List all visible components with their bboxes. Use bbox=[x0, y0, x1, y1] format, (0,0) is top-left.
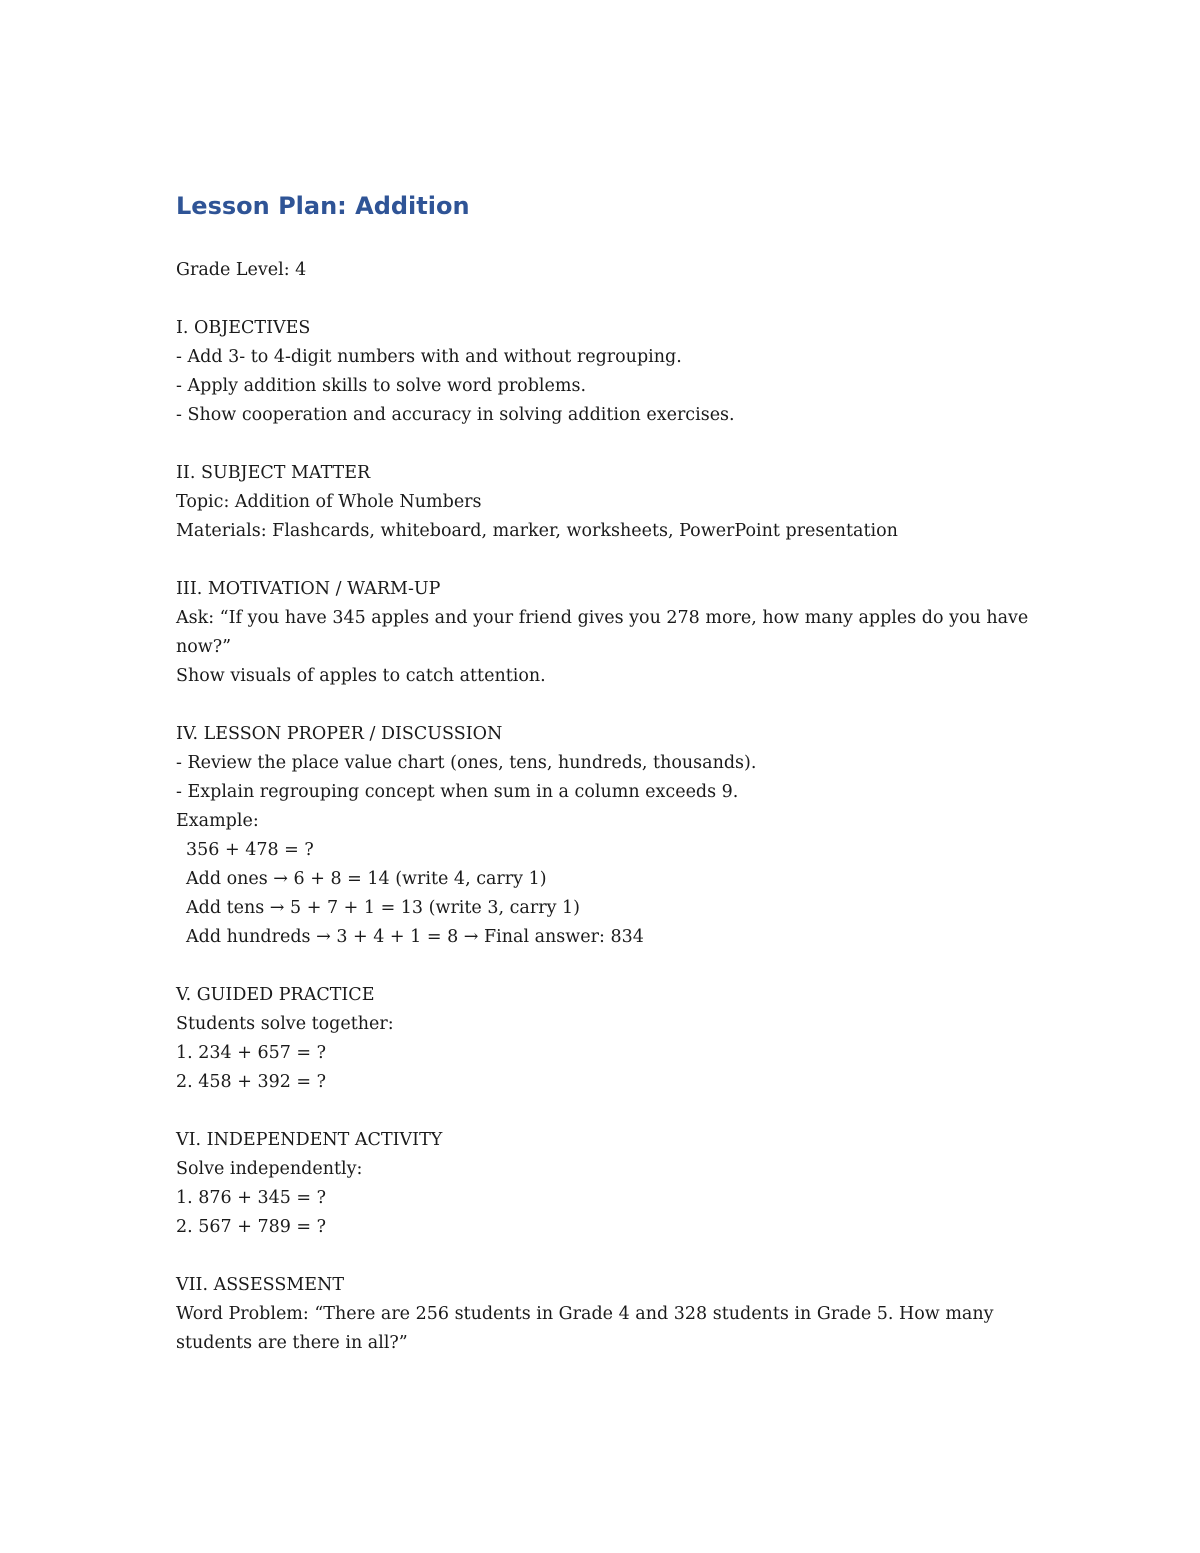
objective-item: - Show cooperation and accuracy in solving addition exercises. bbox=[176, 405, 735, 425]
example-label: Example: bbox=[176, 811, 259, 831]
lesson-proper-item: - Explain regrouping concept when sum in a column exceeds 9. bbox=[176, 782, 739, 802]
subject-matter-heading: II. SUBJECT MATTER bbox=[176, 463, 371, 483]
lesson-proper-heading: IV. LESSON PROPER / DISCUSSION bbox=[176, 724, 503, 744]
independent-activity-heading: VI. INDEPENDENT ACTIVITY bbox=[176, 1130, 443, 1150]
example-line: Add hundreds → 3 + 4 + 1 = 8 → Final answer: 834 bbox=[186, 927, 644, 947]
objective-item: - Apply addition skills to solve word problems. bbox=[176, 376, 587, 396]
subject-matter-materials: Materials: Flashcards, whiteboard, marker, worksheets, PowerPoint presentation bbox=[176, 521, 898, 541]
independent-activity-item: 1. 876 + 345 = ? bbox=[176, 1188, 327, 1208]
guided-practice-intro: Students solve together: bbox=[176, 1014, 394, 1034]
example-line: 356 + 478 = ? bbox=[186, 840, 314, 860]
motivation-ask: Ask: “If you have 345 apples and your friend gives you 278 more, how many apples do you have now?” bbox=[176, 608, 1029, 657]
subject-matter-topic: Topic: Addition of Whole Numbers bbox=[176, 492, 482, 512]
example-line: Add ones → 6 + 8 = 14 (write 4, carry 1) bbox=[186, 869, 547, 889]
independent-activity-section bbox=[176, 1126, 1036, 1242]
lesson-proper-item: - Review the place value chart (ones, tens, hundreds, thousands). bbox=[176, 753, 757, 773]
assessment-section bbox=[176, 1271, 1036, 1358]
objectives-section bbox=[176, 314, 1036, 430]
assessment-word-problem: Word Problem: “There are 256 students in Grade 4 and 328 students in Grade 5. How many students are there in all?” bbox=[176, 1304, 994, 1353]
spacer bbox=[176, 691, 1036, 720]
guided-practice-heading: V. GUIDED PRACTICE bbox=[176, 985, 375, 1005]
guided-practice-item: 1. 234 + 657 = ? bbox=[176, 1043, 327, 1063]
motivation-heading: III. MOTIVATION / WARM-UP bbox=[176, 579, 441, 599]
subject-matter-section bbox=[176, 459, 1036, 546]
guided-practice-item: 2. 458 + 392 = ? bbox=[176, 1072, 327, 1092]
spacer bbox=[176, 285, 1036, 314]
spacer bbox=[176, 546, 1036, 575]
guided-practice-section bbox=[176, 981, 1036, 1097]
spacer bbox=[176, 1097, 1036, 1126]
motivation-show: Show visuals of apples to catch attention. bbox=[176, 666, 546, 686]
motivation-section bbox=[176, 575, 1036, 691]
grade-level: Grade Level: 4 bbox=[176, 260, 307, 280]
objective-item: - Add 3- to 4-digit numbers with and without regrouping. bbox=[176, 347, 682, 367]
independent-activity-item: 2. 567 + 789 = ? bbox=[176, 1217, 327, 1237]
document-title: Lesson Plan: Addition bbox=[176, 192, 470, 220]
spacer bbox=[176, 430, 1036, 459]
objectives-heading: I. OBJECTIVES bbox=[176, 318, 311, 338]
independent-activity-intro: Solve independently: bbox=[176, 1159, 363, 1179]
spacer bbox=[176, 1242, 1036, 1271]
assessment-heading: VII. ASSESSMENT bbox=[176, 1275, 345, 1295]
example-line: Add tens → 5 + 7 + 1 = 13 (write 3, carry 1) bbox=[186, 898, 580, 918]
document-body bbox=[176, 256, 1036, 1358]
spacer bbox=[176, 952, 1036, 981]
lesson-proper-section bbox=[176, 720, 1036, 952]
